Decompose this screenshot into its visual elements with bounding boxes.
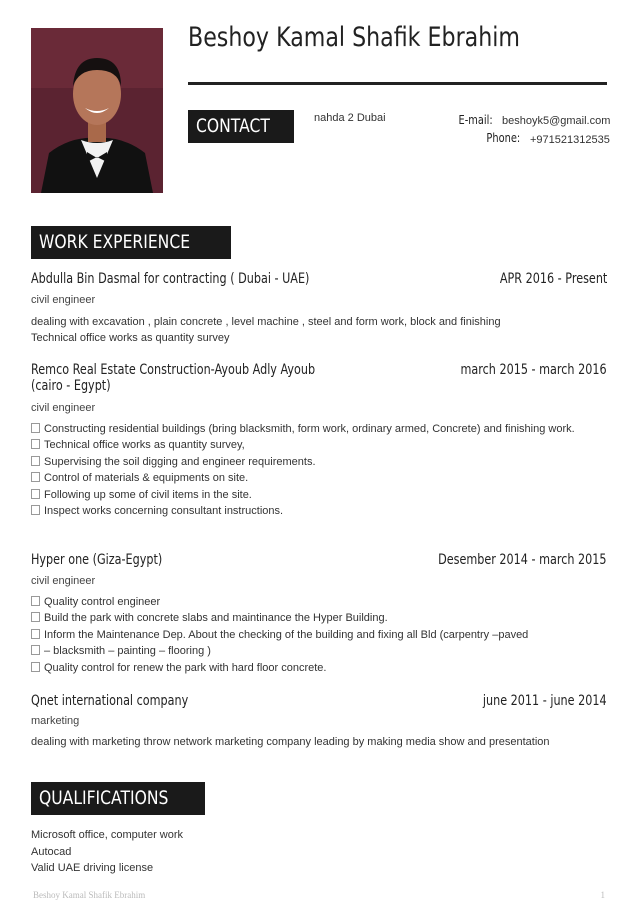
footer-name: Beshoy Kamal Shafik Ebrahim [33,890,146,900]
job-role: civil engineer [31,575,96,587]
job-role: civil engineer [31,402,96,414]
job-dates: APR 2016 - Present [499,271,607,287]
job-bullet: Following up some of civil items in the site. [31,489,252,501]
job-bullet: Quality control for renew the park with hard floor concrete. [31,662,326,674]
job-role: marketing [31,715,80,727]
job-company: Qnet international company [31,693,189,709]
job-description-line: Technical office works as quantity survey [31,332,230,344]
phone-value[interactable]: +971521312535 [530,134,610,146]
work-experience-heading: WORK EXPERIENCE [31,226,231,259]
job-description-line: dealing with excavation , plain concrete , level machine , steel and form work, block and finishing [31,316,501,328]
contact-heading: CONTACT [188,110,294,143]
qualification-item: Microsoft office, computer work [31,829,184,841]
candidate-name: Beshoy Kamal Shafik Ebrahim [188,22,521,53]
bullet-box-icon [31,629,40,639]
qualification-item: Autocad [31,846,72,858]
bullet-box-icon [31,612,40,622]
job-bullet: Control of materials & equipments on site. [31,472,248,484]
email-value[interactable]: beshoyk5@gmail.com [502,115,611,127]
profile-photo [31,28,163,193]
job-dates: march 2015 - march 2016 [460,362,607,378]
job-bullet: – blacksmith – painting – flooring ) [31,645,211,657]
address: nahda 2 Dubai [314,112,386,124]
bullet-box-icon [31,439,40,449]
job-dates: Desember 2014 - march 2015 [438,552,607,568]
job-bullet: Inspect works concerning consultant instructions. [31,505,283,517]
job-dates: june 2011 - june 2014 [483,693,607,709]
bullet-box-icon [31,662,40,672]
page-number: 1 [600,890,605,900]
job-bullet: Constructing residential buildings (bring blacksmith, form work, ordinary armed, Concrete) and finishing work. [31,423,575,435]
phone-label: Phone: [486,131,520,145]
bullet-box-icon [31,423,40,433]
qualification-item: Valid UAE driving license [31,862,154,874]
email-label: E-mail: [458,113,493,127]
qualifications-heading: QUALIFICATIONS [31,782,205,815]
person-portrait-icon [31,28,163,193]
bullet-box-icon [31,489,40,499]
job-bullet: Build the park with concrete slabs and maintinance the Hyper Building. [31,612,388,624]
job-bullet: Supervising the soil digging and engineer requirements. [31,456,316,468]
bullet-box-icon [31,645,40,655]
bullet-box-icon [31,456,40,466]
job-company-location: (cairo - Egypt) [31,378,111,394]
job-bullet: Inform the Maintenance Dep. About the checking of the building and fixing all Bld (carpentry –paved [31,629,528,641]
bullet-box-icon [31,472,40,482]
job-company: Abdulla Bin Dasmal for contracting ( Dubai - UAE) [31,271,310,287]
job-role: civil engineer [31,294,96,306]
bullet-box-icon [31,596,40,606]
job-bullet: Technical office works as quantity survey, [31,439,245,451]
job-description-line: dealing with marketing throw network marketing company leading by making media show and presentation [31,736,550,748]
job-company: Remco Real Estate Construction-Ayoub Adly Ayoub [31,362,316,378]
bullet-box-icon [31,505,40,515]
job-bullet: Quality control engineer [31,596,160,608]
header-divider [188,82,607,85]
job-company: Hyper one (Giza-Egypt) [31,552,163,568]
